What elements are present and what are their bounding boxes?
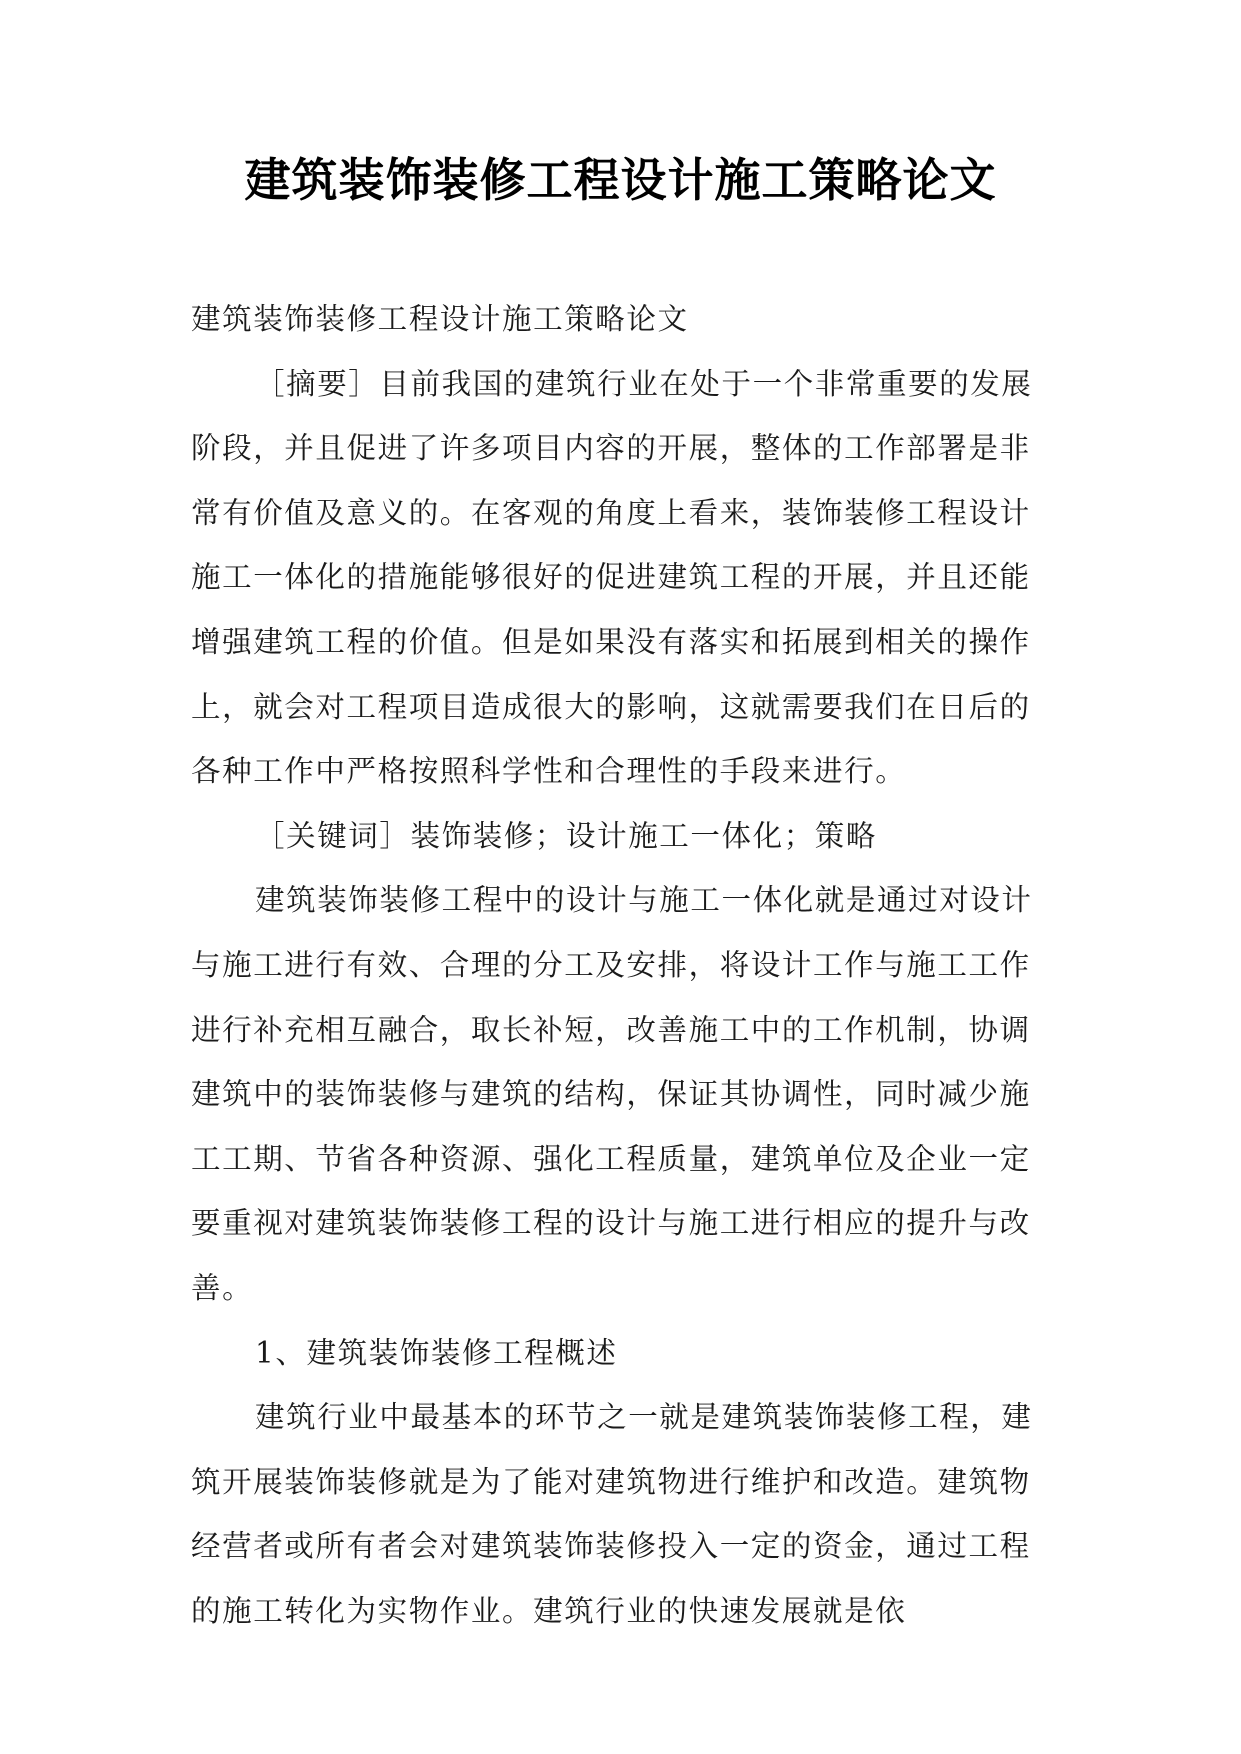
paragraph-section-1: 建筑行业中最基本的环节之一就是建筑装饰装修工程，建筑开展装饰装修就是为了能对建筑物进行维护和改造。建筑物经营者或所有者会对建筑装饰装修投入一定的资金，通过工程的施工转化为实物作业。建筑行业的快速发展就是依 bbox=[191, 1400, 1033, 1628]
paragraph-heading: 建筑装饰装修工程设计施工策略论文 bbox=[191, 302, 689, 336]
document-body bbox=[191, 287, 1051, 1643]
section-heading: 1、建筑装饰装修工程概述 bbox=[255, 1335, 618, 1370]
document-title: 建筑装饰装修工程设计施工策略论文 bbox=[244, 153, 997, 207]
paragraph-keywords: ［关键词］装饰装修；设计施工一体化；策略 bbox=[255, 818, 878, 853]
paragraph-abstract: ［摘要］目前我国的建筑行业在处于一个非常重要的发展阶段，并且促进了许多项目内容的开展，整体的工作部署是非常有价值及意义的。在客观的角度上看来，装饰装修工程设计施工一体化的措施能够很好的促进建筑工程的开展，并且还能增强建筑工程的价值。但是如果没有落实和拓展到相关的操作上，就会对工程项目造成很大的影响，这就需要我们在日后的各种工作中严格按照科学性和合理性的手段来进行。 bbox=[191, 366, 1033, 789]
paragraph-intro: 建筑装饰装修工程中的设计与施工一体化就是通过对设计与施工进行有效、合理的分工及安排，将设计工作与施工工作进行补充相互融合，取长补短，改善施工中的工作机制，协调建筑中的装饰装修与建筑的结构，保证其协调性，同时减少施工工期、节省各种资源、强化工程质量，建筑单位及企业一定要重视对建筑装饰装修工程的设计与施工进行相应的提升与改善。 bbox=[191, 883, 1033, 1305]
